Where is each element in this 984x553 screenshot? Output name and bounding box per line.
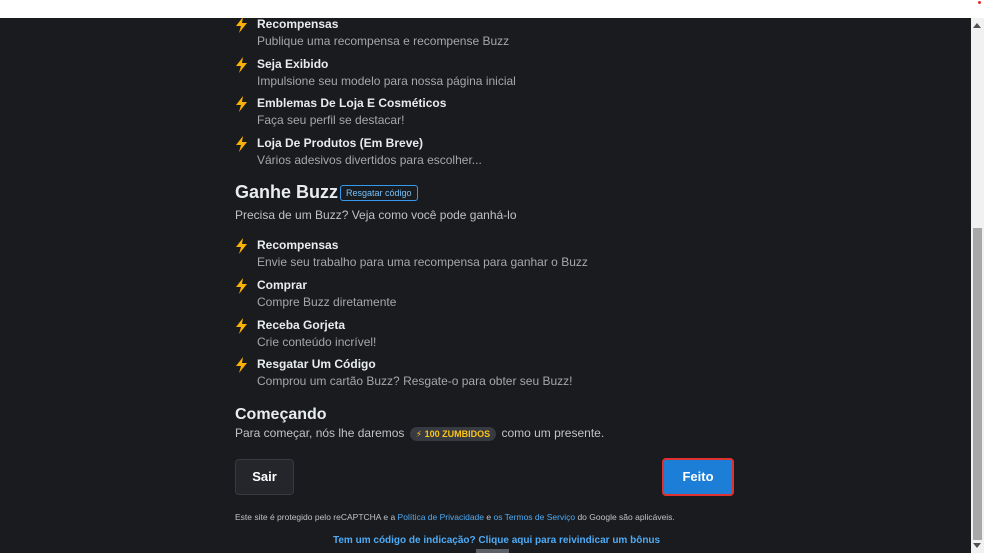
earn-buzz-title: Ganhe Buzz [235, 182, 339, 202]
lightning-bolt-icon [235, 357, 249, 373]
lightning-bolt-icon [235, 96, 249, 112]
perk-title: Emblemas De Loja E Cosméticos [257, 96, 447, 110]
page-scrollbar[interactable] [971, 18, 984, 553]
recaptcha-notice [235, 512, 675, 522]
referral-code-link[interactable]: Tem um código de indicação? Clique aqui para reivindicar um bônus [333, 535, 661, 546]
perk-desc: Impulsione seu modelo para nossa página inicial [257, 74, 516, 88]
earn-buzz-subtitle: Precisa de um Buzz? Veja como você pode ganhá-lo [235, 208, 517, 222]
lightning-bolt-icon [235, 136, 249, 152]
start-text-after: como um presente. [501, 426, 605, 440]
terms-of-service-link[interactable]: os Termos de Serviço [493, 512, 576, 522]
perk-desc: Vários adesivos divertidos para escolher... [257, 153, 482, 167]
scroll-down-icon[interactable] [973, 543, 981, 548]
feito-button[interactable]: Feito [662, 458, 734, 496]
lightning-bolt-icon [235, 318, 249, 334]
sair-button[interactable]: Sair [235, 459, 294, 495]
getting-started-title: Começando [235, 406, 327, 423]
notification-dot [978, 1, 981, 4]
earn-item-title: Resgatar Um Código [257, 357, 376, 371]
earn-item-desc: Compre Buzz diretamente [257, 295, 397, 309]
perk-desc: Faça seu perfil se destacar! [257, 113, 405, 127]
earn-item-desc: Envie seu trabalho para uma recompensa para ganhar o Buzz [257, 255, 588, 269]
scroll-up-icon[interactable] [973, 23, 981, 28]
start-text-before: Para começar, nós lhe daremos [235, 426, 405, 440]
lightning-bolt-icon [235, 278, 249, 294]
earn-item-title: Comprar [257, 278, 308, 292]
browser-top-bar [0, 0, 984, 18]
zumbidos-label: 100 ZUMBIDOS [424, 428, 491, 439]
getting-started-text [235, 426, 604, 441]
recaptcha-and: e [486, 512, 492, 522]
earn-item-desc: Comprou um cartão Buzz? Resgate-o para obter seu Buzz! [257, 374, 573, 388]
lightning-bolt-icon [235, 238, 249, 254]
privacy-policy-link[interactable]: Política de Privacidade [397, 512, 485, 522]
perk-title: Seja Exibido [257, 57, 329, 71]
scroll-thumb[interactable] [973, 228, 982, 540]
earn-item-title: Receba Gorjeta [257, 318, 346, 332]
earn-item-title: Recompensas [257, 238, 339, 252]
zumbidos-badge: ⚡ 100 ZUMBIDOS [410, 427, 496, 441]
perk-title: Loja De Produtos (Em Breve) [257, 136, 424, 150]
recaptcha-text-before: Este site é protegido pelo reCAPTCHA e a [235, 512, 396, 522]
recaptcha-text-after: do Google são aplicáveis. [577, 512, 675, 522]
perk-desc: Publique uma recompensa e recompense Buzz [257, 34, 510, 48]
bottom-handle [476, 549, 509, 553]
perk-title: Recompensas [257, 17, 339, 31]
lightning-bolt-icon [235, 57, 249, 73]
lightning-bolt-icon [235, 17, 249, 33]
redeem-code-badge[interactable]: Resgatar código [340, 185, 418, 201]
earn-item-desc: Crie conteúdo incrível! [257, 335, 377, 349]
